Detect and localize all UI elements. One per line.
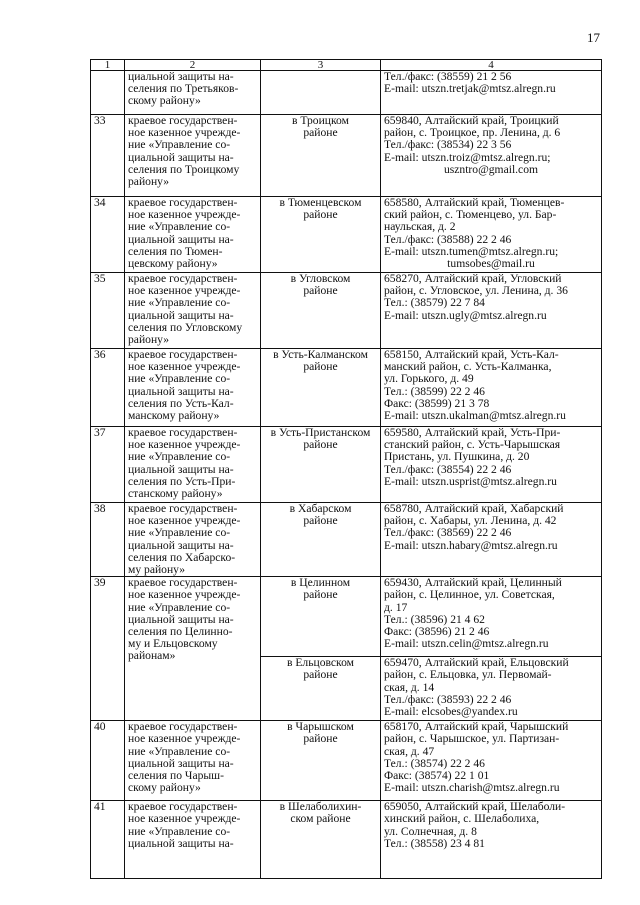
table-row xyxy=(91,427,602,503)
address-text: 658780, Алтайский край, Хабарский район, с. Хабары, ул. Ленина, д. 42 xyxy=(384,502,564,528)
organization-cell: краевое государствен- ное казенное учрежде- ние «Управление со- циальной защиты на- селения по Хабарско- му району» xyxy=(125,503,261,577)
column-header: 4 xyxy=(381,60,602,71)
address-text: 659470, Алтайский край, Ельцовский район, с. Ельцовка, ул. Первомай- ская, д. 14 xyxy=(384,656,569,694)
row-number-cell: 40 xyxy=(91,721,125,801)
contact-cell xyxy=(381,197,602,273)
table-row xyxy=(91,273,602,349)
organization-cell: краевое государствен- ное казенное учрежде- ние «Управление со- циальной защиты на- селения по Чарыш- скому району» xyxy=(125,721,261,801)
phone-fax-line: Тел./факс: (38569) 22 2 46 xyxy=(384,526,512,540)
email-line: tumsobes@mail.ru xyxy=(447,257,535,271)
district-cell: в Шелаболихин- ском районе xyxy=(261,801,381,879)
table-row xyxy=(91,721,602,801)
table-row-continuation xyxy=(91,71,602,115)
email-line: E-mail: elcsobes@yandex.ru xyxy=(384,705,518,719)
column-header: 1 xyxy=(91,60,125,71)
address-text: 658170, Алтайский край, Чарышский район, с. Чарышское, ул. Партизан- ская, д. 47 xyxy=(384,720,569,758)
contact-cell xyxy=(381,801,602,879)
address-text: 659840, Алтайский край, Троицкий район, с. Троицкое, пр. Ленина, д. 6 xyxy=(384,114,561,140)
district-cell: в Ельцовском районе xyxy=(261,657,381,721)
row-number-cell: 35 xyxy=(91,273,125,349)
district-cell: в Угловском районе xyxy=(261,273,381,349)
email-line: uszntro@gmail.com xyxy=(443,162,539,176)
email-line: E-mail: utszn.usprist@mtsz.alregn.ru xyxy=(384,474,557,488)
phone-fax-line: Тел.: (38596) 21 4 62 xyxy=(384,612,485,626)
district-cell: в Чарышском районе xyxy=(261,721,381,801)
contact-cell xyxy=(381,273,602,349)
row-number-cell xyxy=(91,71,125,115)
table-row xyxy=(91,349,602,427)
table-row xyxy=(91,115,602,197)
organization-cell: краевое государствен- ное казенное учрежде- ние «Управление со- циальной защиты на- xyxy=(125,801,261,879)
contact-cell xyxy=(381,657,602,721)
contact-cell xyxy=(381,349,602,427)
institutions-table xyxy=(90,59,602,879)
phone-fax-line: Тел.: (38579) 22 7 84 xyxy=(384,296,485,310)
page-number: 17 xyxy=(587,30,600,45)
table-row xyxy=(91,197,602,273)
column-header: 2 xyxy=(125,60,261,71)
address-text: 658580, Алтайский край, Тюменцев- ский район, с. Тюменцево, ул. Бар- наульская, д. 2 xyxy=(384,196,565,234)
organization-cell: циальной защиты на- селения по Третьяков- скому району» xyxy=(125,71,261,115)
phone-fax-line: Тел.: (38574) 22 2 46 xyxy=(384,756,485,770)
table-header-row xyxy=(91,60,602,71)
address-text: 658270, Алтайский край, Угловский район, с. Угловское, ул. Ленина, д. 36 xyxy=(384,272,568,298)
district-cell: в Усть-Пристанском районе xyxy=(261,427,381,503)
table-row xyxy=(91,503,602,577)
phone-fax-line: Тел./факс: (38559) 21 2 56 xyxy=(384,70,512,83)
district-cell: в Тюменцевском районе xyxy=(261,197,381,273)
organization-cell: краевое государствен- ное казенное учрежде- ние «Управление со- циальной защиты на- селения по Усть-Кал- манскому району» xyxy=(125,349,261,427)
row-number-cell: 33 xyxy=(91,115,125,197)
contact-cell xyxy=(381,71,602,115)
organization-cell: краевое государствен- ное казенное учрежде- ние «Управление со- циальной защиты на- селения по Угловскому району» xyxy=(125,273,261,349)
email-line: E-mail: utszn.ukalman@mtsz.alregn.ru xyxy=(384,409,566,423)
phone-fax-line: Тел./факс: (38593) 22 2 46 xyxy=(384,692,512,706)
address-text: 659050, Алтайский край, Шелаболи- хинский район, с. Шелаболиха, ул. Солнечная, д. 8 xyxy=(384,800,566,838)
email-line: E-mail: utszn.tumen@mtsz.alregn.ru; xyxy=(384,244,559,258)
row-number-cell: 38 xyxy=(91,503,125,577)
phone-fax-line: Тел./факс: (38588) 22 2 46 xyxy=(384,232,512,246)
contact-cell xyxy=(381,503,602,577)
phone-fax-line: Факс: (38599) 21 3 78 xyxy=(384,396,490,410)
contact-cell xyxy=(381,427,602,503)
phone-fax-line: Тел./факс: (38534) 22 3 56 xyxy=(384,138,512,152)
row-number-cell: 39 xyxy=(91,577,125,721)
row-number-cell: 36 xyxy=(91,349,125,427)
email-line: E-mail: utszn.celin@mtsz.alregn.ru xyxy=(384,637,549,651)
contact-cell xyxy=(381,577,602,657)
contact-cell xyxy=(381,721,602,801)
organization-cell: краевое государствен- ное казенное учрежде- ние «Управление со- циальной защиты на- селения по Троицкому району» xyxy=(125,115,261,197)
email-line: E-mail: utszn.tretjak@mtsz.alregn.ru xyxy=(384,82,556,96)
phone-fax-line: Тел./факс: (38554) 22 2 46 xyxy=(384,462,512,476)
district-cell xyxy=(261,71,381,115)
organization-cell: краевое государствен- ное казенное учрежде- ние «Управление со- циальной защиты на- селения по Целинно- му и Ельцовскому районам» xyxy=(125,577,261,721)
phone-fax-line: Тел.: (38558) 23 4 81 xyxy=(384,836,485,850)
row-number-cell: 41 xyxy=(91,801,125,879)
email-line: E-mail: utszn.habary@mtsz.alregn.ru xyxy=(384,538,558,552)
district-cell: в Троицком районе xyxy=(261,115,381,197)
address-text: 659580, Алтайский край, Усть-При- станский район, с. Усть-Чарышская Пристань, ул. Пушкина, д. 20 xyxy=(384,426,561,464)
address-text: 659430, Алтайский край, Целинный район, с. Целинное, ул. Советская, д. 17 xyxy=(384,576,562,614)
organization-cell: краевое государствен- ное казенное учрежде- ние «Управление со- циальной защиты на- селения по Тюмен- цевскому району» xyxy=(125,197,261,273)
column-header: 3 xyxy=(261,60,381,71)
district-cell: в Усть-Калманском районе xyxy=(261,349,381,427)
phone-fax-line: Тел.: (38599) 22 2 46 xyxy=(384,384,485,398)
phone-fax-line: Факс: (38596) 21 2 46 xyxy=(384,625,490,639)
row-number-cell: 37 xyxy=(91,427,125,503)
row-number-cell: 34 xyxy=(91,197,125,273)
email-line: E-mail: utszn.ugly@mtsz.alregn.ru xyxy=(384,308,547,322)
district-cell: в Целинном районе xyxy=(261,577,381,657)
email-line: E-mail: utszn.troiz@mtsz.alregn.ru; xyxy=(384,150,551,164)
email-line: E-mail: utszn.charish@mtsz.alregn.ru xyxy=(384,781,560,795)
organization-cell: краевое государствен- ное казенное учрежде- ние «Управление со- циальной защиты на- селения по Усть-При- станскому району» xyxy=(125,427,261,503)
table-row xyxy=(91,577,602,657)
district-cell: в Хабарском районе xyxy=(261,503,381,577)
phone-fax-line: Факс: (38574) 22 1 01 xyxy=(384,769,490,783)
contact-cell xyxy=(381,115,602,197)
table-row xyxy=(91,801,602,879)
address-text: 658150, Алтайский край, Усть-Кал- манский район, с. Усть-Калманка, ул. Горького, д. 49 xyxy=(384,348,559,386)
